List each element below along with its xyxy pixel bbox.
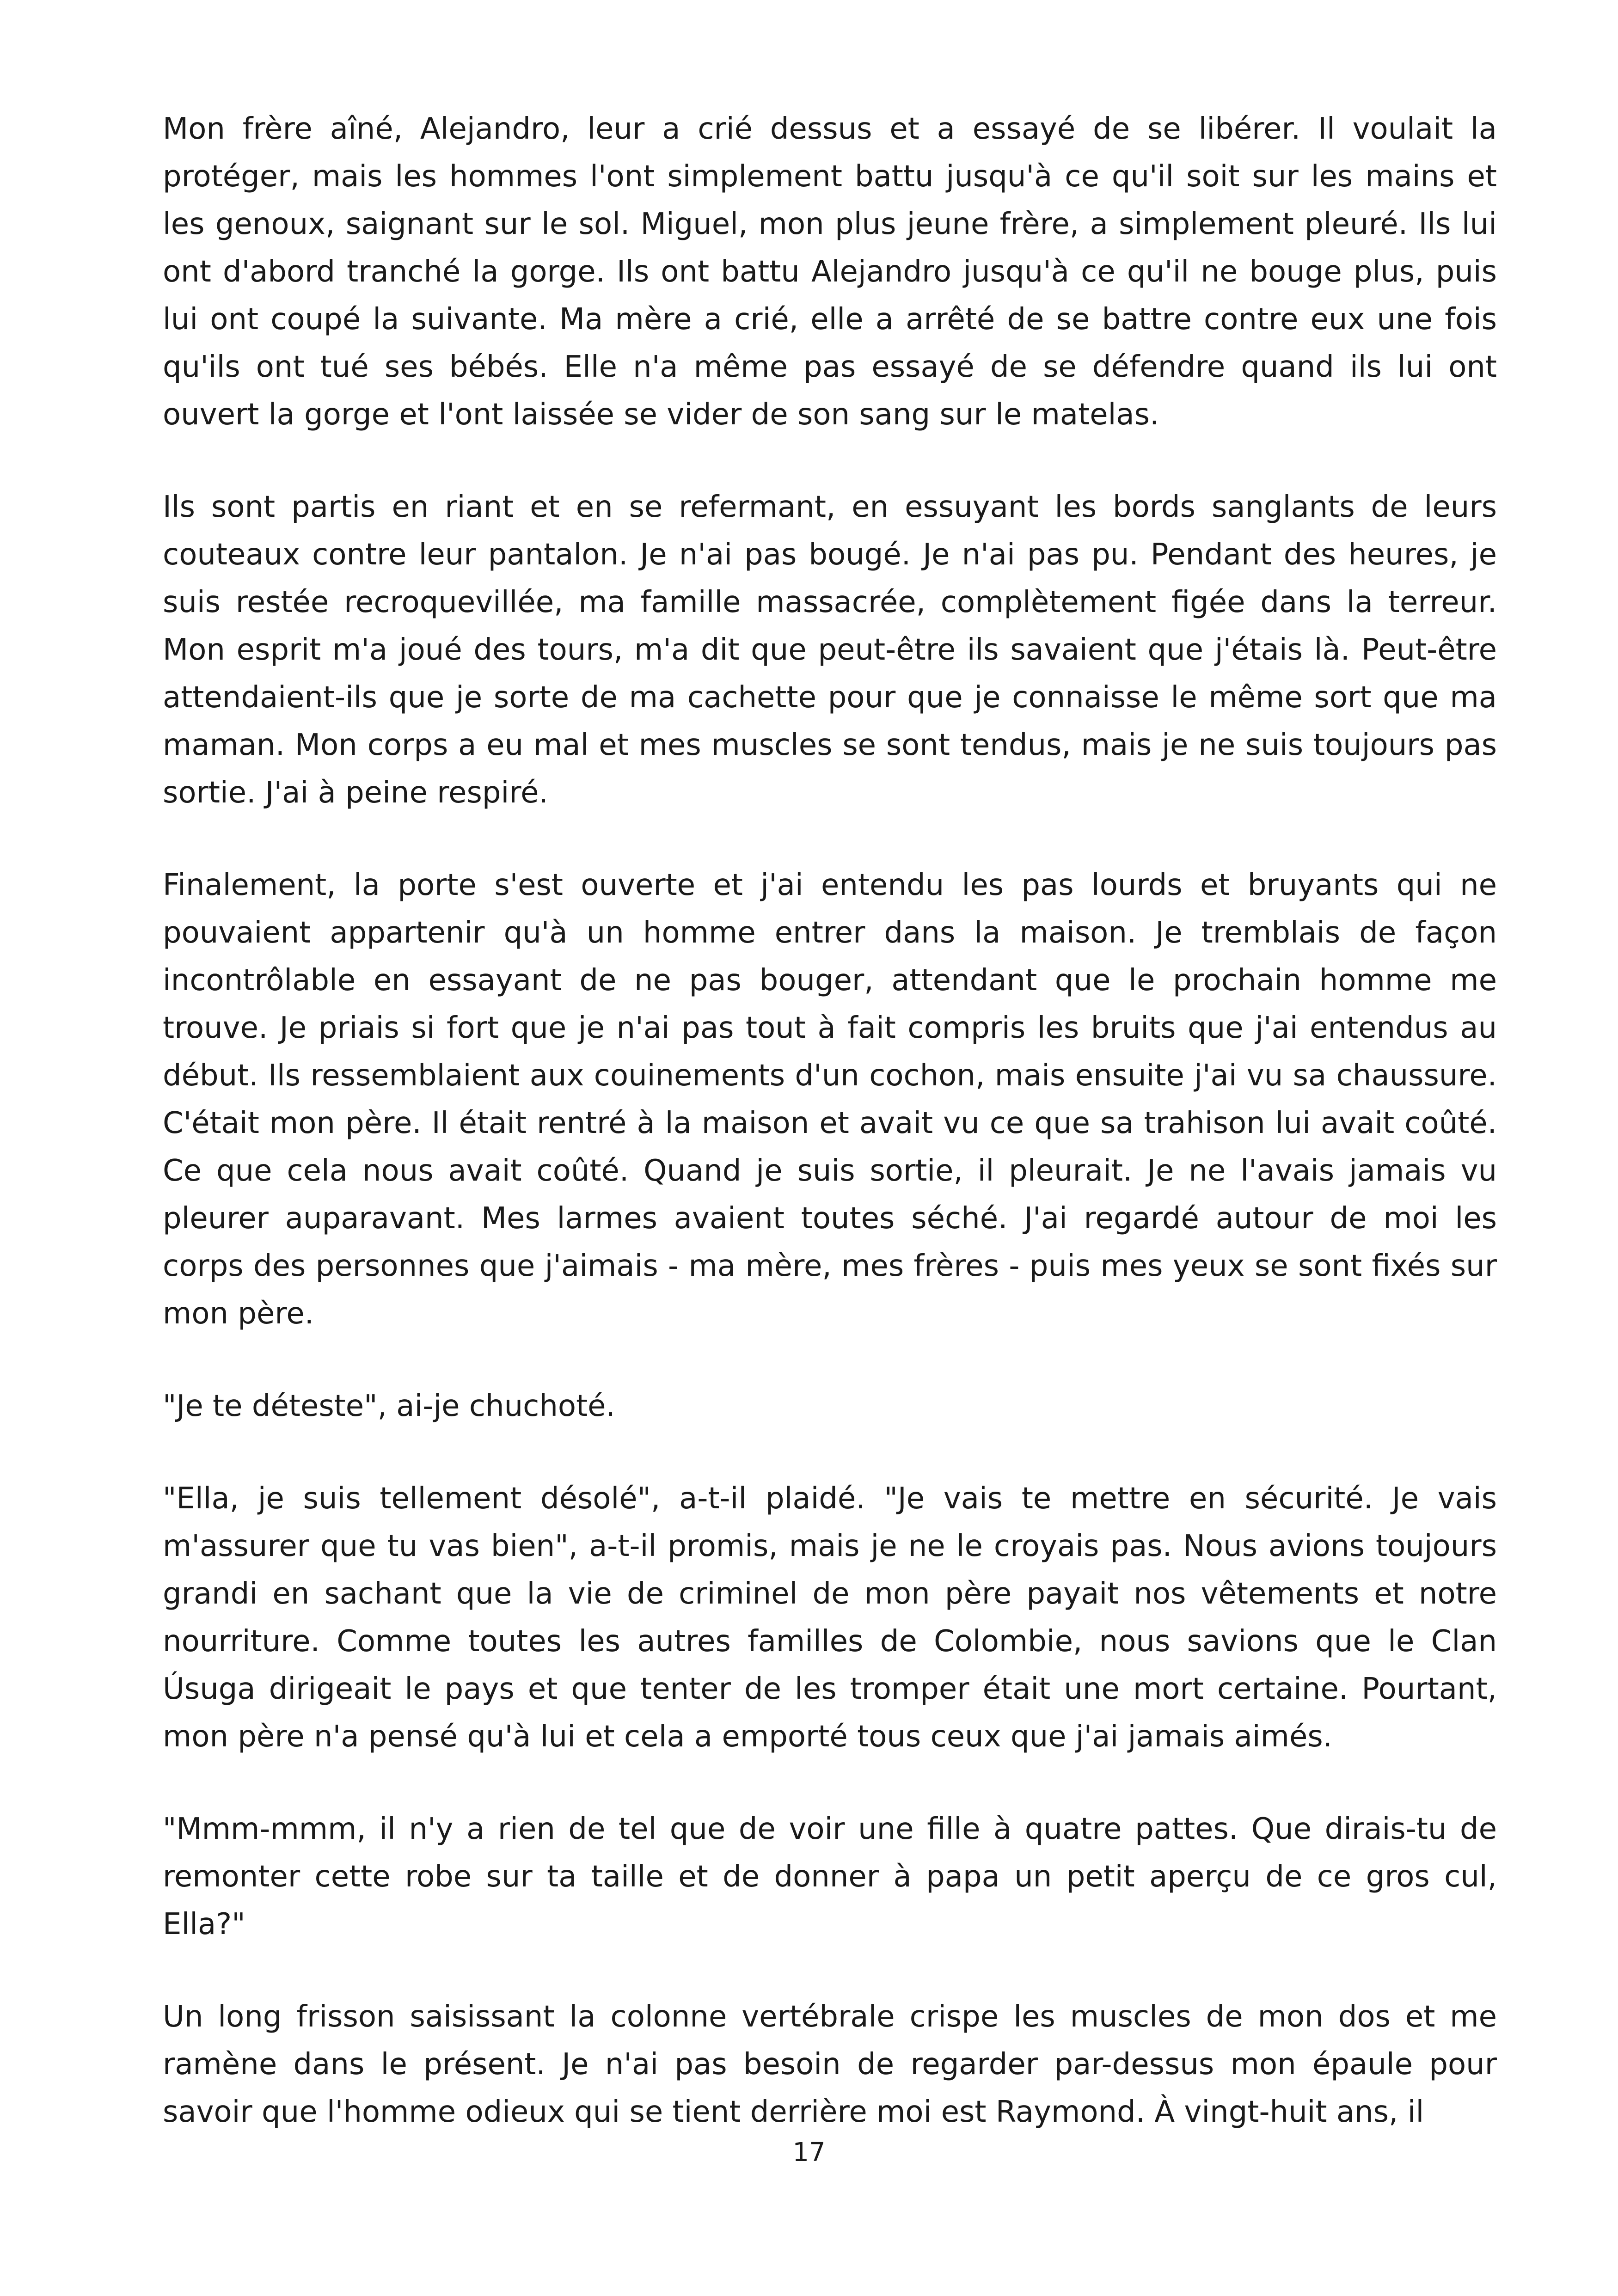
paragraph: Ils sont partis en riant et en se refermant, en essuyant les bords sanglants de leurs couteaux contre leur pantalon. Je n'ai pas bougé. Je n'ai pas pu. Pendant des heures, je suis restée recroquevillée, ma famille massacrée, complètement figée dans la terreur. Mon esprit m'a joué des tours, m'a dit que peut-être ils savaient que j'étais là. Peut-être attendaient-ils que je sorte de ma cachette pour que je connaisse le même sort que ma maman. Mon corps a eu mal et mes muscles se sont tendus, mais je ne suis toujours pas sortie. J'ai à peine respiré. <box>163 490 1497 810</box>
page-number: 17 <box>792 2137 826 2167</box>
paragraph: Finalement, la porte s'est ouverte et j'ai entendu les pas lourds et bruyants qui ne pouvaient appartenir qu'à un homme entrer dans la maison. Je tremblais de façon incontrôlable en essayant de ne pas bouger, attendant que le prochain homme me trouve. Je priais si fort que je n'ai pas tout à fait compris les bruits que j'ai entendus au début. Ils ressemblaient aux couinements d'un cochon, mais ensuite j'ai vu sa chaussure. C'était mon père. Il était rentré à la maison et avait vu ce que sa trahison lui avait coûté. Ce que cela nous avait coûté. Quand je suis sortie, il pleurait. Je ne l'avais jamais vu pleurer auparavant. Mes larmes avaient toutes séché. J'ai regardé autour de moi les corps des personnes que j'aimais - ma mère, mes frères - puis mes yeux se sont fixés sur mon père. <box>163 868 1497 1331</box>
body-text <box>163 105 1497 2136</box>
paragraph: Un long frisson saisissant la colonne vertébrale crispe les muscles de mon dos et me ramène dans le présent. Je n'ai pas besoin de regarder par-dessus mon épaule pour savoir que l'homme odieux qui se tient derrière moi est Raymond. À vingt-huit ans, il <box>163 2000 1497 2129</box>
paragraph: "Je te déteste", ai-je chuchoté. <box>163 1389 615 1423</box>
paragraph: Mon frère aîné, Alejandro, leur a crié dessus et a essayé de se libérer. Il voulait la protéger, mais les hommes l'ont simplement battu jusqu'à ce qu'il soit sur les mains et les genoux, saignant sur le sol. Miguel, mon plus jeune frère, a simplement pleuré. Ils lui ont d'abord tranché la gorge. Ils ont battu Alejandro jusqu'à ce qu'il ne bouge plus, puis lui ont coupé la suivante. Ma mère a crié, elle a arrêté de se battre contre eux une fois qu'ils ont tué ses bébés. Elle n'a même pas essayé de se défendre quand ils lui ont ouvert la gorge et l'ont laissée se vider de son sang sur le matelas. <box>163 112 1497 432</box>
paragraph: "Ella, je suis tellement désolé", a-t-il plaidé. "Je vais te mettre en sécurité. Je vais m'assurer que tu vas bien", a-t-il promis, mais je ne le croyais pas. Nous avions toujours grandi en sachant que la vie de criminel de mon père payait nos vêtements et notre nourriture. Comme toutes les autres familles de Colombie, nous savions que le Clan Úsuga dirigeait le pays et que tenter de les tromper était une mort certaine. Pourtant, mon père n'a pensé qu'à lui et cela a emporté tous ceux que j'ai jamais aimés. <box>163 1482 1497 1754</box>
paragraph: "Mmm-mmm, il n'y a rien de tel que de voir une fille à quatre pattes. Que dirais-tu de remonter cette robe sur ta taille et de donner à papa un petit aperçu de ce gros cul, Ella?" <box>163 1812 1497 1941</box>
